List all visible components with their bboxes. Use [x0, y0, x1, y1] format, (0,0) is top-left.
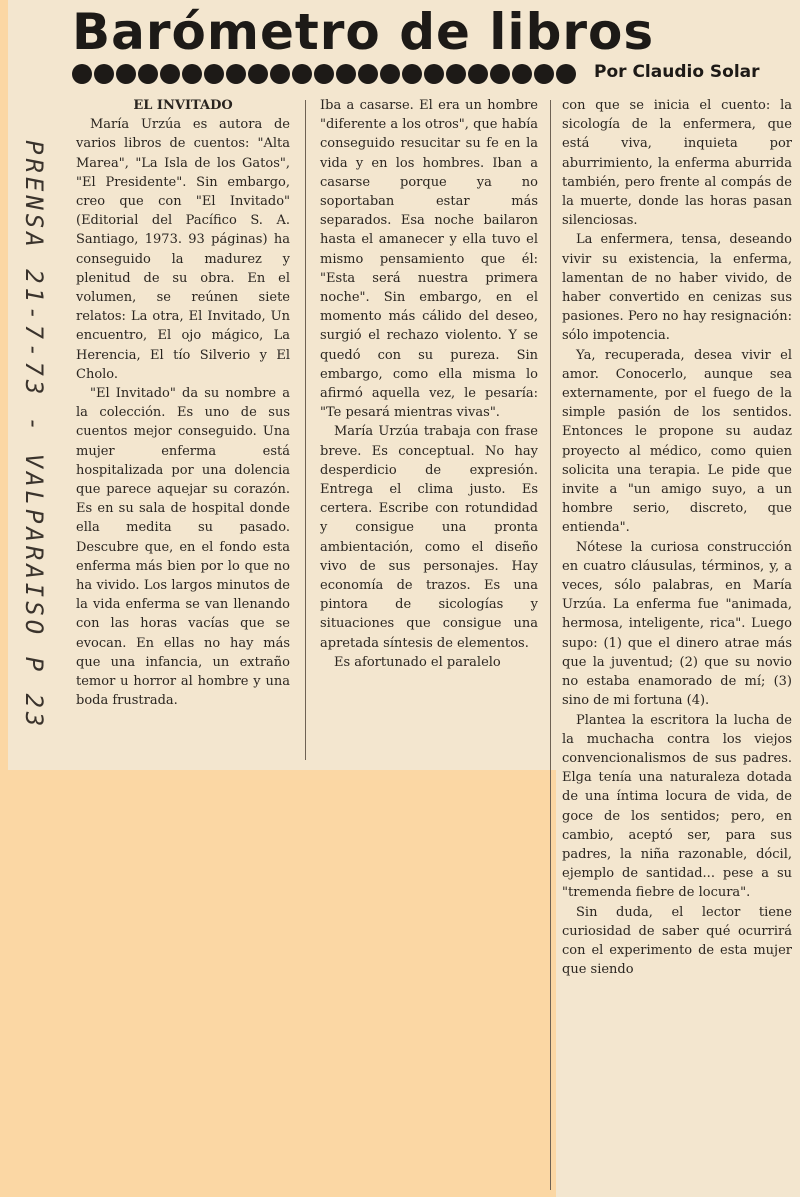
- article-heading: EL INVITADO: [133, 98, 233, 113]
- column-rule-1: [305, 100, 306, 760]
- paragraph: Iba a casarse. El era un hombre "diferente a los otros", que había conseguido resucitar su fe en la vida y en los hombres. Iban a casarse porque ya no soportaban estar más separados. Esa noche bailaron hasta el amanecer y ella tuvo el mismo pensamiento que él: "Esta será nuestra primera noche". Sin embargo, en el momento más cálido del deseo, surgió el rechazo violento. Y se quedó con su pureza. Sin embargo, como ella misma lo afirmó aquella vez, le pesaría: "Te pesará mientras vivas".: [320, 98, 538, 421]
- article-column-2: [320, 96, 538, 672]
- paragraph: María Urzúa es autora de varios libros de cuentos: "Alta Marea", "La Isla de los Gatos", "El Presidente". Sin embargo, creo que con "El Invitado" (Editorial del Pacífico S. A. Santiago, 1973. 93 páginas) ha conseguido la madurez y plenitud de su obra. En el volumen, se reúnen siete relatos: La otra, El Invitado, Un encuentro, El ojo mágico, La Herencia, El tío Silverio y El Cholo.: [76, 117, 290, 382]
- paragraph: "El Invitado" da su nombre a la colección. Es uno de sus cuentos mejor conseguido. Una mujer enferma está hospitalizada por una dolencia que parece aquejar su corazón. Es en su sala de hospital donde ella medita su pasado. Descubre que, en el fondo esta enferma más bien por lo que no ha vivido. Los largos minutos de la vida enferma se van llenando con las horas vacías que se evocan. En ellas no hay más que una infancia, un extraño temor u horror al hombre y una boda frustrada.: [76, 386, 290, 709]
- handwritten-date: PRENSA 21-7-73 - VALPARAISO P 23: [20, 140, 48, 731]
- paragraph: La enfermera, tensa, deseando vivir su existencia, la enferma, lamentan de no haber vivido, de haber convertido en cenizas sus pasiones. Pero no hay resignación: sólo impotencia.: [562, 232, 792, 344]
- paragraph: Sin duda, el lector tiene curiosidad de saber qué ocurrirá con el experimento de esta mujer que siendo: [562, 904, 792, 978]
- paragraph: con que se inicia el cuento: la sicología de la enfermera, que está viva, inquieta por aburrimiento, la enferma aburrida también, pero frente al compás de la muerte, donde las horas pasan silenciosas.: [562, 98, 792, 229]
- column-rule-2: [550, 100, 551, 1190]
- paragraph: Nótese la curiosa construcción en cuatro cláusulas, términos, y, a veces, sólo palabras, en María Urzúa. La enferma fue "animada, hermosa, inteligente, rica". Luego supo: (1) que el dinero atrae más que la juventud; (2) que su novio no estaba enamorado de mí; (3) sino de mi fortuna (4).: [562, 539, 792, 709]
- paragraph: Es afortunado el paralelo: [334, 654, 501, 670]
- article-column-1: [76, 96, 290, 711]
- byline: Por Claudio Solar: [594, 62, 760, 82]
- handwritten-annotation: [22, 140, 52, 760]
- paragraph: Plantea la escritora la lucha de la muchacha contra los viejos convencionalismos de sus padres. Elga tenía una naturaleza dotada de una íntima locura de vida, de goce de los sentidos; pero, en cambio, aceptó ser, para sus padres, la niña razonable, dócil, ejemplo de santidad... pese a su "tremenda fiebre de locura".: [562, 712, 792, 901]
- page-title: Barómetro de libros: [72, 3, 655, 61]
- paragraph: Ya, recuperada, desea vivir el amor. Conocerlo, aunque sea externamente, por el fuego de la simple pasión de los sentidos. Entonces le propone su audaz proyecto al médico, como quien solicita una terapia. Le pide que invite a "un amigo suyo, a un hombre serio, discreto, que entienda".: [562, 347, 792, 536]
- article-column-3: [562, 96, 792, 979]
- paragraph: María Urzúa trabaja con frase breve. Es conceptual. No hay desperdicio de expresión. Entrega el clima justo. Es certera. Escribe con rotundidad y consigue una pronta ambientación, como el diseño vivo de sus personajes. Hay economía de trazos. Es una pintora de sicologías y situaciones que consigue una apretada síntesis de elementos.: [320, 424, 538, 651]
- dotted-rule: [72, 64, 576, 84]
